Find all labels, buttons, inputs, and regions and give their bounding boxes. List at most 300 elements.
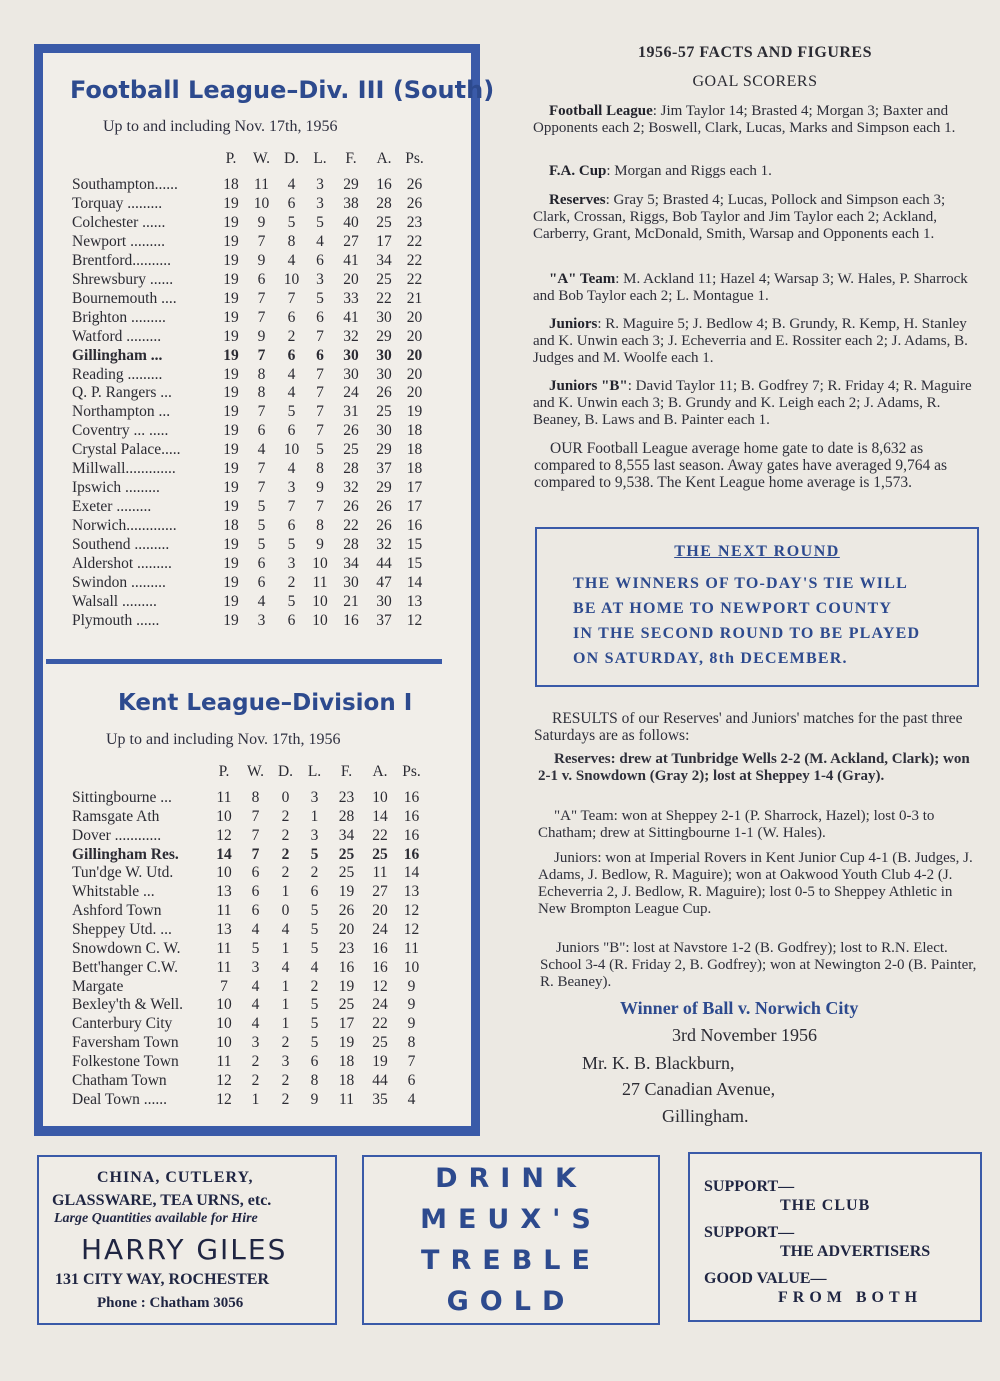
stat-cell: 19 [223,327,239,345]
stat-cell: 6 [310,1052,319,1070]
stat-cell: 12 [372,977,388,995]
facts-heading: 1956-57 FACTS AND FIGURES [638,44,872,61]
scorers-label: Juniors "B" [549,378,628,394]
stat-cell: 3 [310,789,319,806]
stat-cell: 1 [251,1090,260,1108]
stat-cell: 19 [223,536,239,554]
stat-cell: 8 [316,517,324,535]
stat-cell: 3 [287,555,296,572]
stat-cell: 20 [406,384,423,402]
table-row [72,233,429,251]
scorers-paragraph [533,378,975,429]
stat-cell: 16 [343,611,359,629]
stat-cell: 9 [257,327,266,345]
stat-cell: 34 [376,251,392,269]
stat-cell: 18 [338,1052,355,1070]
stat-cell: 16 [406,517,423,535]
column-header: P. [218,763,230,780]
ad-line: GOLD [446,1286,576,1317]
stat-cell: 2 [281,845,290,863]
stat-cell: 19 [223,403,239,421]
table-row [72,479,429,497]
stat-cell: 21 [343,592,359,610]
stat-cell: 7 [257,308,266,326]
team-name: Sheppey Utd. ... [72,920,172,938]
stat-cell: 28 [343,536,359,554]
stat-cell: 4 [257,441,266,459]
stat-cell: 2 [287,327,296,345]
column-header: Ps. [405,150,424,167]
stat-cell: 6 [257,422,266,440]
stat-cell: 28 [338,807,355,825]
stat-cell: 30 [376,422,392,440]
team-name: Gillingham Res. [72,845,179,863]
stat-cell: 22 [406,270,423,288]
stat-cell: 8 [316,460,324,478]
winner-town: Gillingham. [662,1106,749,1126]
stat-cell: 10 [283,441,300,459]
stat-cell: 19 [223,194,239,212]
stat-cell: 16 [403,789,420,806]
stat-cell: 2 [281,864,290,882]
stat-cell: 30 [343,346,359,364]
table-row [72,252,429,270]
table-row [72,460,429,478]
stat-cell: 5 [310,1015,319,1033]
stat-cell: 1 [310,807,319,825]
team-name: Colchester ...... [72,213,166,231]
stat-cell: 27 [343,232,359,250]
stat-cell: 40 [343,213,359,231]
stat-cell: 26 [338,902,355,920]
stat-cell: 7 [287,289,296,307]
stat-cell: 10 [216,996,232,1014]
stat-cell: 6 [287,346,296,364]
stat-cell: 3 [287,479,296,497]
team-name: Bexley'th & Well. [72,996,184,1014]
stat-cell: 16 [403,826,420,844]
table-row [72,498,429,516]
stat-cell: 14 [372,807,388,825]
stat-cell: 2 [310,864,319,882]
stat-cell: 19 [223,592,239,610]
stat-cell: 11 [216,902,232,920]
stat-cell: 22 [406,232,423,250]
column-header: L. [307,763,322,780]
stat-cell: 8 [257,384,266,402]
team-name: Bett'hanger C.W. [72,958,178,976]
stat-cell: 6 [310,883,319,901]
stat-cell: 30 [343,365,359,383]
stat-cell: 2 [281,1071,290,1089]
stat-cell: 23 [338,789,355,806]
stat-cell: 5 [316,441,324,459]
stat-cell: 30 [376,308,392,326]
team-name: Bournemouth .... [72,289,177,307]
team-name: Exeter ......... [72,498,152,516]
scorers-label: Reserves [549,192,606,208]
table-row [72,366,429,384]
stat-cell: 8 [251,789,260,806]
stat-cell: 25 [376,213,392,231]
stat-cell: 7 [251,845,260,863]
team-name: Dover ............ [72,826,162,844]
table-row [72,1091,427,1109]
stat-cell: 4 [310,958,319,976]
team-name: Walsall ......... [72,592,157,610]
stat-cell: 29 [343,176,359,193]
stat-cell: 7 [316,422,324,440]
stat-cell: 26 [376,498,392,516]
stat-cell: 21 [406,289,423,307]
table-row [72,1034,427,1052]
stat-cell: 6 [257,573,266,591]
stat-cell: 19 [223,611,239,629]
stat-cell: 30 [376,365,392,383]
stat-cell: 10 [253,194,270,212]
stat-cell: 2 [251,1052,260,1070]
stat-cell: 19 [223,270,239,288]
stat-cell: 11 [339,1090,354,1108]
stat-cell: 8 [287,232,296,250]
stat-cell: 22 [372,1015,388,1033]
ad-line: THE CLUB [780,1197,871,1214]
table-row [72,271,429,289]
kent-subtitle: Up to and including Nov. 17th, 1956 [106,731,341,748]
stat-cell: 16 [403,807,420,825]
stat-cell: 1 [281,883,290,901]
stat-cell: 5 [251,939,260,957]
stat-cell: 4 [287,460,296,478]
table-row [72,827,427,845]
ad-line: DRINK [435,1163,587,1194]
winner-name: Mr. K. B. Blackburn, [582,1053,735,1073]
stat-cell: 28 [376,194,392,212]
table-row [72,883,427,901]
stat-cell: 5 [316,289,324,307]
stat-cell: 12 [403,902,420,920]
stat-cell: 7 [257,232,266,250]
stat-cell: 16 [372,958,388,976]
winner-address: 27 Canadian Avenue, [622,1079,776,1099]
stat-cell: 34 [338,826,355,844]
ad-line: GLASSWARE, TEA URNS, etc. [52,1192,272,1209]
stat-cell: 19 [338,977,355,995]
team-name: Margate [72,977,124,995]
stat-cell: 6 [257,270,266,288]
stat-cell: 5 [287,536,296,554]
column-header: L. [313,150,327,167]
stat-cell: 14 [406,573,423,591]
stat-cell: 26 [343,422,359,440]
stat-cell: 11 [254,176,269,193]
stat-cell: 10 [372,789,388,806]
stat-cell: 5 [310,939,319,957]
stat-cell: 5 [310,845,319,863]
stat-cell: 19 [223,573,239,591]
stat-cell: 6 [287,308,296,326]
stat-cell: 3 [251,1034,260,1052]
stat-cell: 1 [281,996,290,1014]
stat-cell: 4 [287,384,296,402]
stat-cell: 19 [223,251,239,269]
support-advert [688,1152,982,1322]
next-round-box [535,527,979,687]
stat-cell: 8 [407,1034,416,1052]
table-row [72,864,427,882]
stat-cell: 37 [376,460,392,478]
stat-cell: 22 [406,251,423,269]
stat-cell: 20 [406,365,423,383]
stat-cell: 25 [338,845,355,863]
stat-cell: 3 [281,1052,290,1070]
stat-cell: 2 [287,573,296,591]
stat-cell: 25 [338,864,355,882]
stat-cell: 20 [372,902,388,920]
stat-cell: 35 [372,1090,388,1108]
table-row [72,195,429,213]
stat-cell: 5 [310,920,319,938]
stat-cell: 8 [257,365,266,383]
stat-cell: 10 [216,1034,232,1052]
stat-cell: 19 [372,1052,388,1070]
stat-cell: 26 [406,176,423,193]
scorers-text: : Morgan and Riggs each 1. [606,163,772,179]
stat-cell: 25 [376,270,392,288]
stat-cell: 4 [287,176,296,193]
div3-table-header [216,150,429,168]
table-row [72,846,427,864]
stat-cell: 10 [312,592,328,610]
scorers-text: : M. Ackland 11; Hazel 4; Warsap 3; W. Hales, P. Sharrock and Bob Taylor each 2; L. Montague 1. [533,271,968,304]
winner-title: Winner of Ball v. Norwich City [620,998,859,1018]
stat-cell: 7 [257,460,266,478]
harry-giles-advert [37,1155,337,1325]
team-name: Folkestone Town [72,1052,179,1070]
stat-cell: 4 [281,920,290,938]
table-row [72,593,429,611]
scorers-label: Juniors [549,316,598,332]
stat-cell: 32 [376,536,392,554]
team-name: Southampton...... [72,176,178,193]
stat-cell: 9 [407,996,416,1014]
stat-cell: 19 [223,232,239,250]
stat-cell: 33 [343,289,359,307]
stat-cell: 9 [257,213,266,231]
stat-cell: 10 [283,270,300,288]
team-name: Plymouth ...... [72,611,160,629]
stat-cell: 10 [312,555,328,572]
stat-cell: 18 [406,422,423,440]
stat-cell: 6 [407,1071,416,1089]
team-name: Brentford.......... [72,251,172,269]
stat-cell: 4 [316,232,324,250]
table-row [72,789,427,807]
ad-phone: Phone : Chatham 3056 [97,1295,244,1311]
next-round-line: BE AT HOME TO NEWPORT COUNTY [573,600,893,617]
stat-cell: 17 [406,498,423,516]
stat-cell: 4 [251,920,260,938]
stat-cell: 5 [287,592,296,610]
column-header: F. [345,150,357,167]
ad-line: SUPPORT— [704,1178,795,1195]
column-header: D. [283,150,300,167]
team-name: Sittingbourne ... [72,789,172,806]
stat-cell: 19 [223,365,239,383]
stat-cell: 9 [316,479,324,497]
stat-cell: 1 [281,939,290,957]
stat-cell: 14 [403,864,420,882]
table-row [72,996,427,1014]
stat-cell: 17 [376,232,392,250]
ad-line: CHINA, CUTLERY, [97,1169,254,1186]
stat-cell: 2 [281,826,290,844]
stat-cell: 7 [257,403,266,421]
stat-cell: 17 [406,479,423,497]
stat-cell: 6 [287,194,296,212]
stat-cell: 1 [281,977,290,995]
table-row [72,517,429,535]
stat-cell: 6 [316,308,324,326]
table-row [72,403,429,421]
table-row [72,574,429,592]
stat-cell: 25 [376,403,392,421]
table-row [72,441,429,459]
team-name: Whitstable ... [72,883,155,901]
team-name: Faversham Town [72,1034,179,1052]
column-header: A. [372,763,388,780]
stat-cell: 6 [251,883,260,901]
column-header: W. [252,150,271,167]
stat-cell: 41 [343,308,359,326]
table-row [72,1015,427,1033]
ad-line: FROM BOTH [778,1289,923,1306]
next-round-line: IN THE SECOND ROUND TO BE PLAYED [573,625,921,642]
stat-cell: 41 [343,251,359,269]
stat-cell: 20 [343,270,359,288]
stat-cell: 11 [372,864,388,882]
stat-cell: 7 [251,807,260,825]
stat-cell: 20 [406,346,423,364]
scorers-text: : R. Maguire 5; J. Bedlow 4; B. Grundy, R. Kemp, H. Stanley and K. Unwin each 3; J. Echeverria and E. Rossiter each 2; J. Adams, B. Judges and M. Woolfe each 1. [533,316,968,366]
stat-cell: 29 [376,479,392,497]
stat-cell: 22 [372,826,388,844]
stat-cell: 10 [312,611,328,629]
stat-cell: 16 [338,958,355,976]
stat-cell: 11 [216,1052,232,1070]
stat-cell: 3 [316,176,324,193]
meux-advert [362,1155,660,1325]
stat-cell: 32 [343,327,359,345]
stat-cell: 14 [216,845,232,863]
stat-cell: 4 [287,365,296,383]
stat-cell: 19 [223,346,239,364]
table-row [72,808,427,826]
table-row [72,309,429,327]
team-name: Swindon ......... [72,573,166,591]
stat-cell: 5 [316,213,324,231]
stat-cell: 6 [251,864,260,882]
stat-cell: 7 [316,365,324,383]
stat-cell: 5 [310,996,319,1014]
stat-cell: 6 [257,555,266,572]
scorers-paragraph [533,316,975,367]
stat-cell: 2 [281,807,290,825]
stat-cell: 7 [316,498,324,516]
stat-cell: 25 [343,441,359,459]
table-row [72,555,429,573]
column-header: A. [376,150,392,167]
section-divider [46,659,442,664]
results-juniors-b: Juniors "B": lost at Navstore 1-2 (B. Godfrey); lost to R.N. Elect. School 3-4 (R. Friday 2, B. Godfrey); won at Newington 2-0 (B. Painter, R. Beaney). [540,940,977,990]
stat-cell: 7 [287,498,296,516]
stat-cell: 7 [257,289,266,307]
ad-company-name: HARRY GILES [81,1233,288,1266]
stat-cell: 29 [376,327,392,345]
stat-cell: 19 [223,289,239,307]
stat-cell: 15 [406,555,423,572]
scorers-label: "A" Team [549,271,616,287]
kent-title: Kent League–Division I [118,690,413,716]
stat-cell: 34 [343,555,359,572]
stat-cell: 9 [407,1015,416,1033]
scorers-label: F.A. Cup [549,163,607,179]
stat-cell: 12 [406,611,423,629]
stat-cell: 22 [343,517,359,535]
stat-cell: 26 [406,194,423,212]
column-header: D. [277,763,294,780]
team-name: Canterbury City [72,1015,173,1033]
stat-cell: 7 [316,327,324,345]
stat-cell: 26 [376,517,392,535]
team-name: Aldershot ......... [72,555,172,572]
stat-cell: 19 [223,498,239,516]
stat-cell: 10 [216,807,232,825]
table-row [72,290,429,308]
div3-subtitle: Up to and including Nov. 17th, 1956 [103,118,338,135]
stat-cell: 24 [343,384,359,402]
stat-cell: 12 [216,1090,232,1108]
stat-cell: 4 [257,592,266,610]
stat-cell: 28 [343,460,359,478]
stat-cell: 19 [223,479,239,497]
stat-cell: 10 [216,1015,232,1033]
stat-cell: 18 [338,1071,355,1089]
stat-cell: 23 [406,213,423,231]
stat-cell: 11 [404,939,419,957]
stat-cell: 19 [223,441,239,459]
team-name: Tun'dge W. Utd. [72,864,174,882]
results-juniors: Juniors: won at Imperial Rovers in Kent Junior Cup 4-1 (B. Judges, J. Adams, J. Bedlow, R. Maguire); won at Oakwood Youth Club 4-2 (J. Echeverria 2, J. Bedlow, R. Maguire); lost 0-5 to Sheppey Athletic in New Brompton League Cup. [538,850,973,917]
stat-cell: 11 [216,789,232,806]
team-name: Snowdown C. W. [72,939,181,957]
stat-cell: 5 [257,536,266,554]
stat-cell: 19 [223,213,239,231]
stat-cell: 17 [338,1015,355,1033]
table-row [72,921,427,939]
stat-cell: 4 [407,1090,416,1108]
scorers-text: : Jim Taylor 14; Brasted 4; Morgan 3; Baxter and Opponents each 2; Boswell, Clark, Lucas, Marks and Simpson each 1. [533,103,956,136]
stat-cell: 19 [223,460,239,478]
team-name: Ipswich ......... [72,479,160,497]
stat-cell: 13 [403,883,420,901]
goal-scorers-heading: GOAL SCORERS [692,73,818,90]
ad-line: Large Quantities available for Hire [54,1211,258,1226]
table-row [72,214,429,232]
results-reserves: Reserves: drew at Tunbridge Wells 2-2 (M. Ackland, Clark); won 2-1 v. Snowdown (Gray 2); lost at Sheppey 1-4 (Gray). [538,751,970,784]
scorers-paragraph [533,271,975,305]
table-row [72,959,427,977]
